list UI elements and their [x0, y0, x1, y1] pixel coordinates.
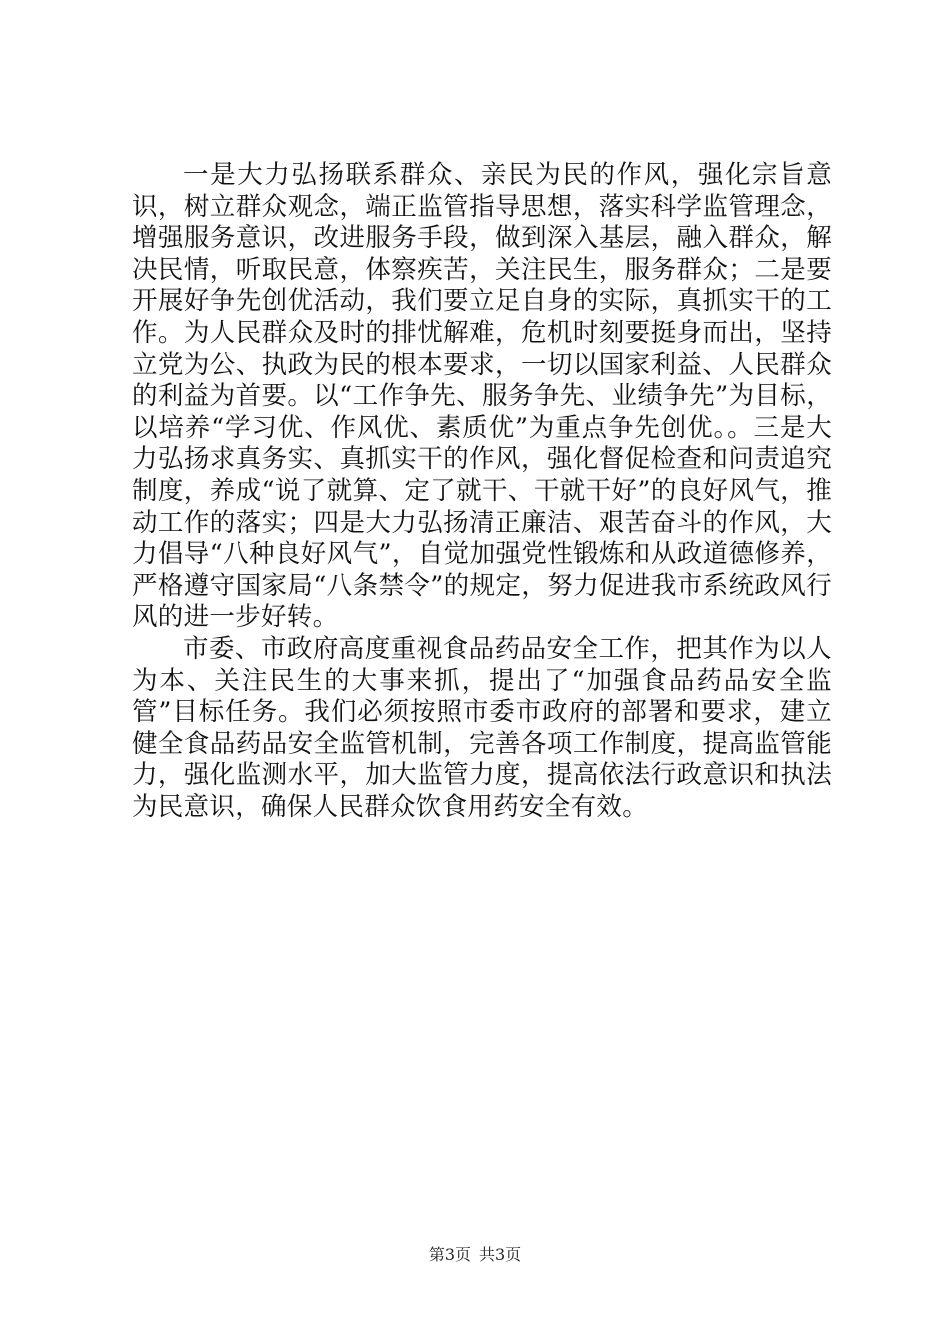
paragraph-2: 市委、市政府高度重视食品药品安全工作，把其作为以人为本、关注民生的大事来抓，提出了“加强食品药品安全监管”目标任务。我们必须按照市委市政府的部署和要求，建立健全食品药品安全监管机制，完善各项工作制度，提高监管能力，强化监测水平，加大监管力度，提高依法行政意识和执法为民意识，确保人民群众饮食用药安全有效。 — [132, 633, 832, 822]
page-total: 共3页 — [479, 1245, 522, 1264]
page-number: 第3页 — [428, 1245, 471, 1264]
document-body — [132, 160, 832, 823]
page-footer — [0, 1244, 950, 1266]
paragraph-1: 一是大力弘扬联系群众、亲民为民的作风，强化宗旨意识，树立群众观念，端正监管指导思想，落实科学监管理念，增强服务意识，改进服务手段，做到深入基层，融入群众，解决民情，听取民意，体察疾苦，关注民生，服务群众；二是要开展好争先创优活动，我们要立足自身的实际，真抓实干的工作。为人民群众及时的排忧解难，危机时刻要挺身而出，坚持立党为公、执政为民的根本要求，一切以国家利益、人民群众的利益为首要。以“工作争先、服务争先、业绩争先”为目标，以培养“学习优、作风优、素质优”为重点争先创优。。三是大力弘扬求真务实、真抓实干的作风，强化督促检查和问责追究制度，养成“说了就算、定了就干、干就干好”的良好风气，推动工作的落实；四是大力弘扬清正廉洁、艰苦奋斗的作风，大力倡导“八种良好风气”，自觉加强党性锻炼和从政道德修养，严格遵守国家局“八条禁令”的规定，努力促进我市系统政风行风的进一步好转。 — [132, 160, 832, 633]
